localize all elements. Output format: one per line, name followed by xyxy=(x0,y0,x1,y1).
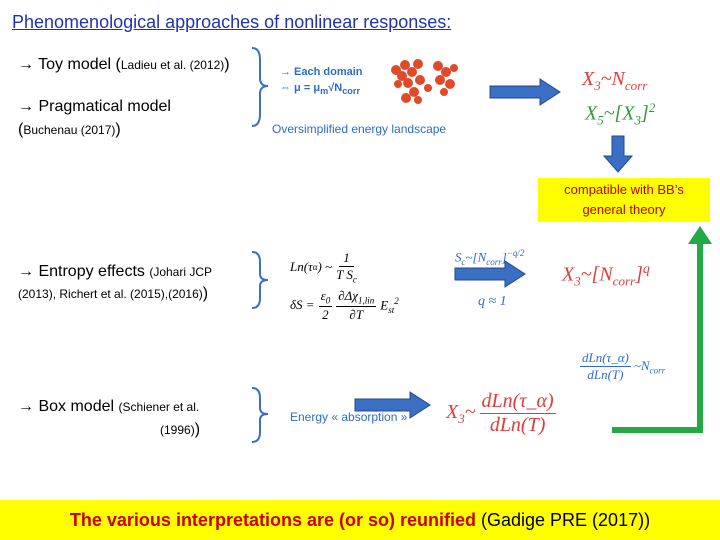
footer-bold-text: The various interpretations are (or so) reunified xyxy=(69,510,481,530)
toy-model-item: → Toy model (Ladieu et al. (2012)) xyxy=(18,56,230,73)
pragmatical-model-ref: Buchenau (2017) xyxy=(23,123,116,137)
formula-sc-ncorr: $S_c\sim[N_{corr}]^{-q/2}$ xyxy=(455,248,525,267)
toy-model-label: Toy model xyxy=(38,56,116,73)
box-ref-line: (1996)) xyxy=(160,421,201,438)
formula-ln-tau: Ln(τ α ) ~ 1 T $S_c$ xyxy=(290,250,357,285)
arrow-icon: → xyxy=(18,398,34,415)
domain-clusters xyxy=(391,59,458,104)
box-model-ref-1: (Schiener et al. xyxy=(118,400,200,414)
box-model-label: Box model xyxy=(38,398,119,415)
formula-dln-ratio: dLn(τ_α) dLn(T) $\sim N_{corr}$ xyxy=(582,350,666,382)
brace-box xyxy=(252,388,268,442)
arrow-icon: → xyxy=(18,263,34,280)
arrow-down-icon xyxy=(604,136,632,172)
arrow-right-icon-1 xyxy=(490,79,560,105)
formula-x3-ncorr: $X_3\sim N_{corr}$ xyxy=(582,68,648,93)
domain-line-2: ⇔ $\mu = \mu_m√N_{corr}$ xyxy=(280,82,361,97)
callout-compatible: compatible with BB’s general theory xyxy=(538,178,710,222)
entropy-ref-line: (2013), Richert et al. (2015),(2016)) xyxy=(18,285,209,302)
entropy-ref-1: (Johari JCP xyxy=(149,265,213,279)
arrow-icon: → xyxy=(18,98,34,115)
arrow-icon: → xyxy=(18,56,34,73)
footer-banner xyxy=(0,500,720,540)
formula-q-approx: q ≈ 1 xyxy=(478,294,507,309)
formula-delta-s: δS = $\frac{\varepsilon_0}{2}$ $\partial\Delta\chi_{1,lin}$ ∂T $E_{st}^2$ xyxy=(290,288,399,322)
formula-x3-ncorr-q: $X_3\sim[N_{corr}]^q$ xyxy=(562,262,650,289)
page-title: Phenomenological approaches of nonlinear responses: xyxy=(12,12,452,32)
pragmatical-ref-line: (Buchenau (2017)) xyxy=(18,121,121,138)
brace-entropy xyxy=(252,252,268,308)
pragmatical-model-label: Pragmatical model xyxy=(38,98,171,115)
box-model-ref-2: (1996) xyxy=(160,423,195,437)
toy-model-ref: Ladieu et al. (2012) xyxy=(120,58,225,72)
energy-absorption-label: Energy « absorption » xyxy=(290,410,408,424)
brace-top xyxy=(252,48,268,126)
formula-x5-x3: $X_5\sim[X_3]^2$ xyxy=(585,100,656,128)
energy-landscape-caption: Oversimplified energy landscape xyxy=(272,122,447,136)
green-arrow-icon xyxy=(612,226,712,430)
entropy-ref-2: (2013), Richert et al. (2015),(2016) xyxy=(18,287,203,301)
formula-x3-dln: $X_3\sim$ dLn(τ_α) dLn(T) xyxy=(446,390,554,436)
entropy-effects-label: Entropy effects xyxy=(38,263,150,280)
footer-ref: (Gadige PRE (2017)) xyxy=(481,510,651,530)
domain-line-1: → Each domain xyxy=(280,66,363,78)
